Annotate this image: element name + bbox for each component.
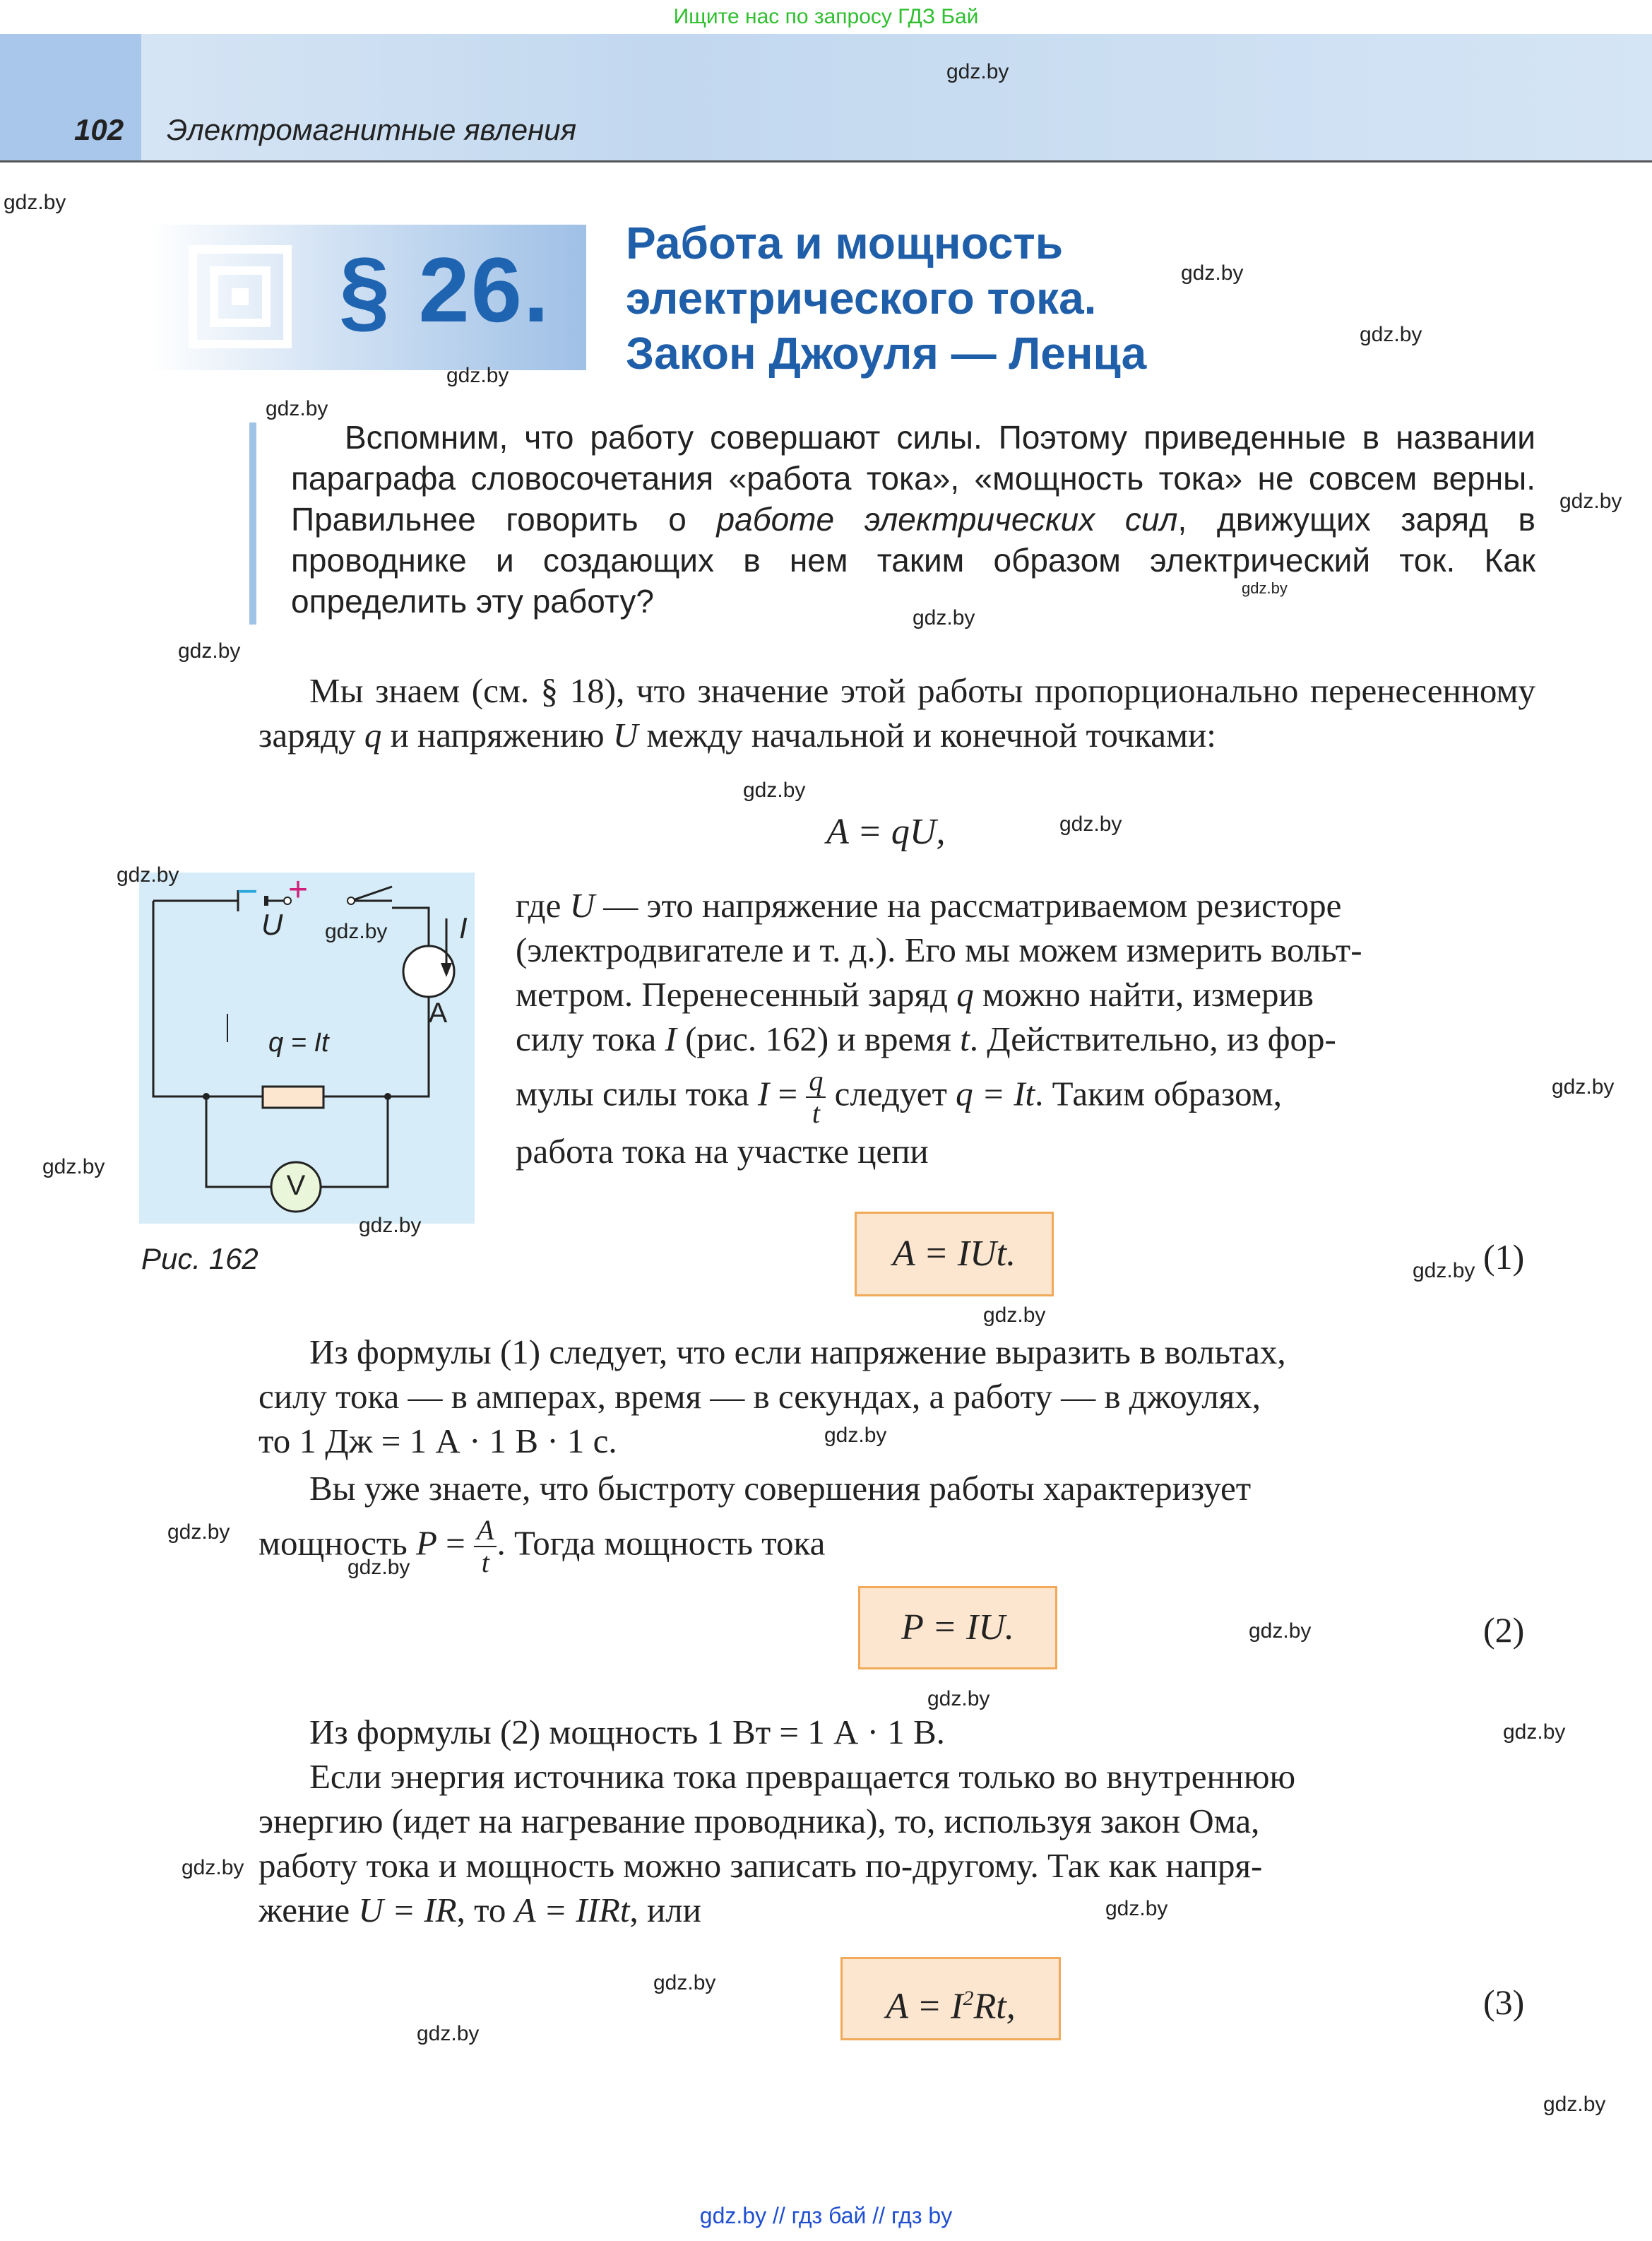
var: q xyxy=(956,975,974,1014)
var: U xyxy=(569,886,595,925)
page-number: 102 xyxy=(74,113,124,146)
line xyxy=(259,1888,1535,1932)
watermark: gdz.by xyxy=(1105,1897,1168,1920)
text: силу тока xyxy=(516,1019,665,1058)
paragraph-1 xyxy=(259,668,1535,757)
line: (электродвигателе и т. д.). Его мы можем измерить вольт- xyxy=(516,930,1362,969)
figure-caption: Рис. 162 xyxy=(141,1242,259,1275)
watermark: gdz.by xyxy=(927,1687,990,1710)
paragraph-3 xyxy=(259,1330,1535,1463)
minus-sign: − xyxy=(237,871,259,912)
watermark: gdz.by xyxy=(266,397,328,420)
intro-text xyxy=(291,417,1535,622)
text: Мы знаем (см. § 18), что значение этой работы пропорционально перенесенному заряду xyxy=(259,671,1535,755)
watermark: gdz.by xyxy=(117,863,179,887)
watermark: gdz.by xyxy=(347,1556,410,1579)
watermark: gdz.by xyxy=(1360,323,1422,346)
line: работу тока и мощность можно записать по-другому. Так как напря- xyxy=(259,1846,1263,1885)
formula-box-1: A = IUt. xyxy=(855,1212,1054,1296)
formula: q = It xyxy=(956,1074,1035,1113)
line xyxy=(516,1061,1535,1129)
section-number: § 26. xyxy=(339,238,551,341)
section-square-icon xyxy=(187,244,293,350)
denominator: t xyxy=(812,1097,820,1129)
watermark: gdz.by xyxy=(1249,1619,1312,1643)
formula-box-3 xyxy=(840,1957,1061,2040)
watermark: gdz.by xyxy=(1543,2093,1606,2116)
watermark: gdz.by xyxy=(743,779,806,802)
watermark: gdz.by xyxy=(1181,261,1244,285)
line: работа тока на участке цепи xyxy=(516,1132,929,1171)
watermark: gdz.by xyxy=(653,1971,716,1994)
text: , или xyxy=(629,1891,701,1929)
text: , то xyxy=(456,1891,515,1929)
watermark: gdz.by xyxy=(1503,1720,1566,1744)
fraction-a-t xyxy=(474,1515,497,1578)
text: . Тогда мощность тока xyxy=(497,1523,826,1563)
header-rule xyxy=(0,160,1652,162)
paragraph-2 xyxy=(516,883,1535,1173)
watermark: gdz.by xyxy=(1559,490,1622,513)
var: I xyxy=(665,1019,677,1058)
exponent: 2 xyxy=(963,1987,974,2010)
var: t xyxy=(960,1019,970,1058)
watermark: gdz.by xyxy=(983,1303,1046,1327)
text: и напряжению xyxy=(381,716,613,755)
watermark: gdz.by xyxy=(946,60,1009,83)
numerator: A xyxy=(474,1515,497,1547)
text: (рис. 162) и время xyxy=(676,1019,961,1058)
equation-number-1: (1) xyxy=(1483,1237,1525,1277)
line xyxy=(516,1017,1535,1061)
watermark: gdz.by xyxy=(182,1856,244,1879)
intro-italic: работе электрических сил xyxy=(716,501,1178,538)
watermark: gdz.by xyxy=(325,920,388,943)
watermark: gdz.by xyxy=(913,606,975,629)
text: где xyxy=(516,886,570,925)
paragraph-6 xyxy=(259,1754,1535,1932)
footer-links[interactable]: gdz.by // гдз бай // гдз by xyxy=(699,2203,953,2228)
watermark: gdz.by xyxy=(417,2022,480,2045)
text: мощность xyxy=(259,1523,416,1563)
intro-part: Вспомним, что работу совершают силы. Поэтому приведенные в названии параграфа словосочетания «работа тока», «мощность тока» не совсем верны. Правильнее говорить о xyxy=(291,419,1535,538)
section-title xyxy=(626,215,1261,381)
line: Из формулы (1) следует, что если напряжение выразить в вольтах, xyxy=(309,1332,1286,1371)
var: P xyxy=(415,1523,437,1563)
watermark: gdz.by xyxy=(1059,812,1122,836)
formula: U = IR xyxy=(358,1891,457,1929)
watermark: gdz.by xyxy=(1413,1259,1475,1282)
ammeter-label: A xyxy=(428,998,448,1029)
line xyxy=(516,883,1535,928)
line: Вы уже знаете, что быстроту совершения работы характеризует xyxy=(309,1469,1252,1508)
watermark: gdz.by xyxy=(4,191,66,214)
line: силу тока — в амперах, время — в секундах, а работу — в джоулях, xyxy=(259,1377,1261,1416)
line: Если энергия источника тока превращается только во внутреннюю xyxy=(309,1757,1296,1796)
text: между начальной и конечной точками: xyxy=(638,716,1216,755)
text: можно найти, измерив xyxy=(973,975,1314,1014)
watermark: gdz.by xyxy=(167,1520,230,1544)
paragraph-4 xyxy=(259,1466,1535,1578)
watermark: gdz.by xyxy=(42,1155,105,1178)
text: мулы силы тока xyxy=(516,1074,758,1113)
label-u: U xyxy=(261,908,283,941)
label-i: I xyxy=(459,911,468,945)
formula-part: A = I xyxy=(886,1986,963,2027)
fraction-q-t xyxy=(806,1065,826,1129)
chapter-title: Электромагнитные явления xyxy=(167,113,577,146)
voltmeter-label: V xyxy=(286,1170,306,1201)
text: — это напряжение на рассматриваемом резисторе xyxy=(594,886,1342,925)
line xyxy=(259,1510,1535,1578)
watermark: gdz.by xyxy=(1242,579,1288,597)
title-line: Закон Джоуля — Ленца xyxy=(626,328,1147,379)
text: . Таким образом, xyxy=(1035,1074,1282,1113)
denominator: t xyxy=(481,1547,489,1578)
watermark: gdz.by xyxy=(824,1424,887,1447)
formula: A = IIRt xyxy=(514,1891,630,1929)
title-line: Работа и мощность xyxy=(626,218,1064,268)
watermark: gdz.by xyxy=(446,364,509,387)
formula-part: Rt, xyxy=(973,1986,1016,2027)
formula-aqu: A = qU, xyxy=(826,812,946,852)
watermark: gdz.by xyxy=(1552,1075,1615,1099)
intro-bar xyxy=(249,422,256,625)
equation-number-2: (2) xyxy=(1483,1610,1525,1650)
text: следует xyxy=(826,1074,956,1113)
intro-part: , движущих заряд в проводнике и создающих в нем таким образом электрический ток. Как определить эту работу? xyxy=(291,501,1535,620)
line: энергию (идет на нагревание проводника), то, используя закон Ома, xyxy=(259,1802,1260,1840)
top-banner: Ищите нас по запросу ГДЗ Бай xyxy=(673,5,979,28)
text: . Действительно, из фор- xyxy=(969,1019,1336,1058)
equation-number-3: (3) xyxy=(1483,1982,1525,2022)
numerator: q xyxy=(806,1065,826,1098)
paragraph-5: Из формулы (2) мощность 1 Вт = 1 А · 1 В. xyxy=(309,1713,945,1751)
var: I xyxy=(757,1074,770,1113)
text: = xyxy=(446,1523,465,1563)
plus-sign: + xyxy=(288,871,309,909)
watermark: gdz.by xyxy=(359,1214,422,1237)
line: то 1 Дж = 1 А · 1 В · 1 с. xyxy=(259,1421,617,1460)
var: U xyxy=(612,716,638,755)
charge-label: q = It xyxy=(268,1028,329,1058)
text: метром. Перенесенный заряд xyxy=(516,975,957,1014)
text: = xyxy=(778,1074,798,1113)
var: q xyxy=(364,716,382,755)
line xyxy=(516,972,1535,1017)
text: жение xyxy=(259,1891,359,1929)
title-line: электрического тока. xyxy=(626,273,1097,324)
formula-box-2: P = IU. xyxy=(858,1586,1057,1669)
watermark: gdz.by xyxy=(178,639,241,663)
